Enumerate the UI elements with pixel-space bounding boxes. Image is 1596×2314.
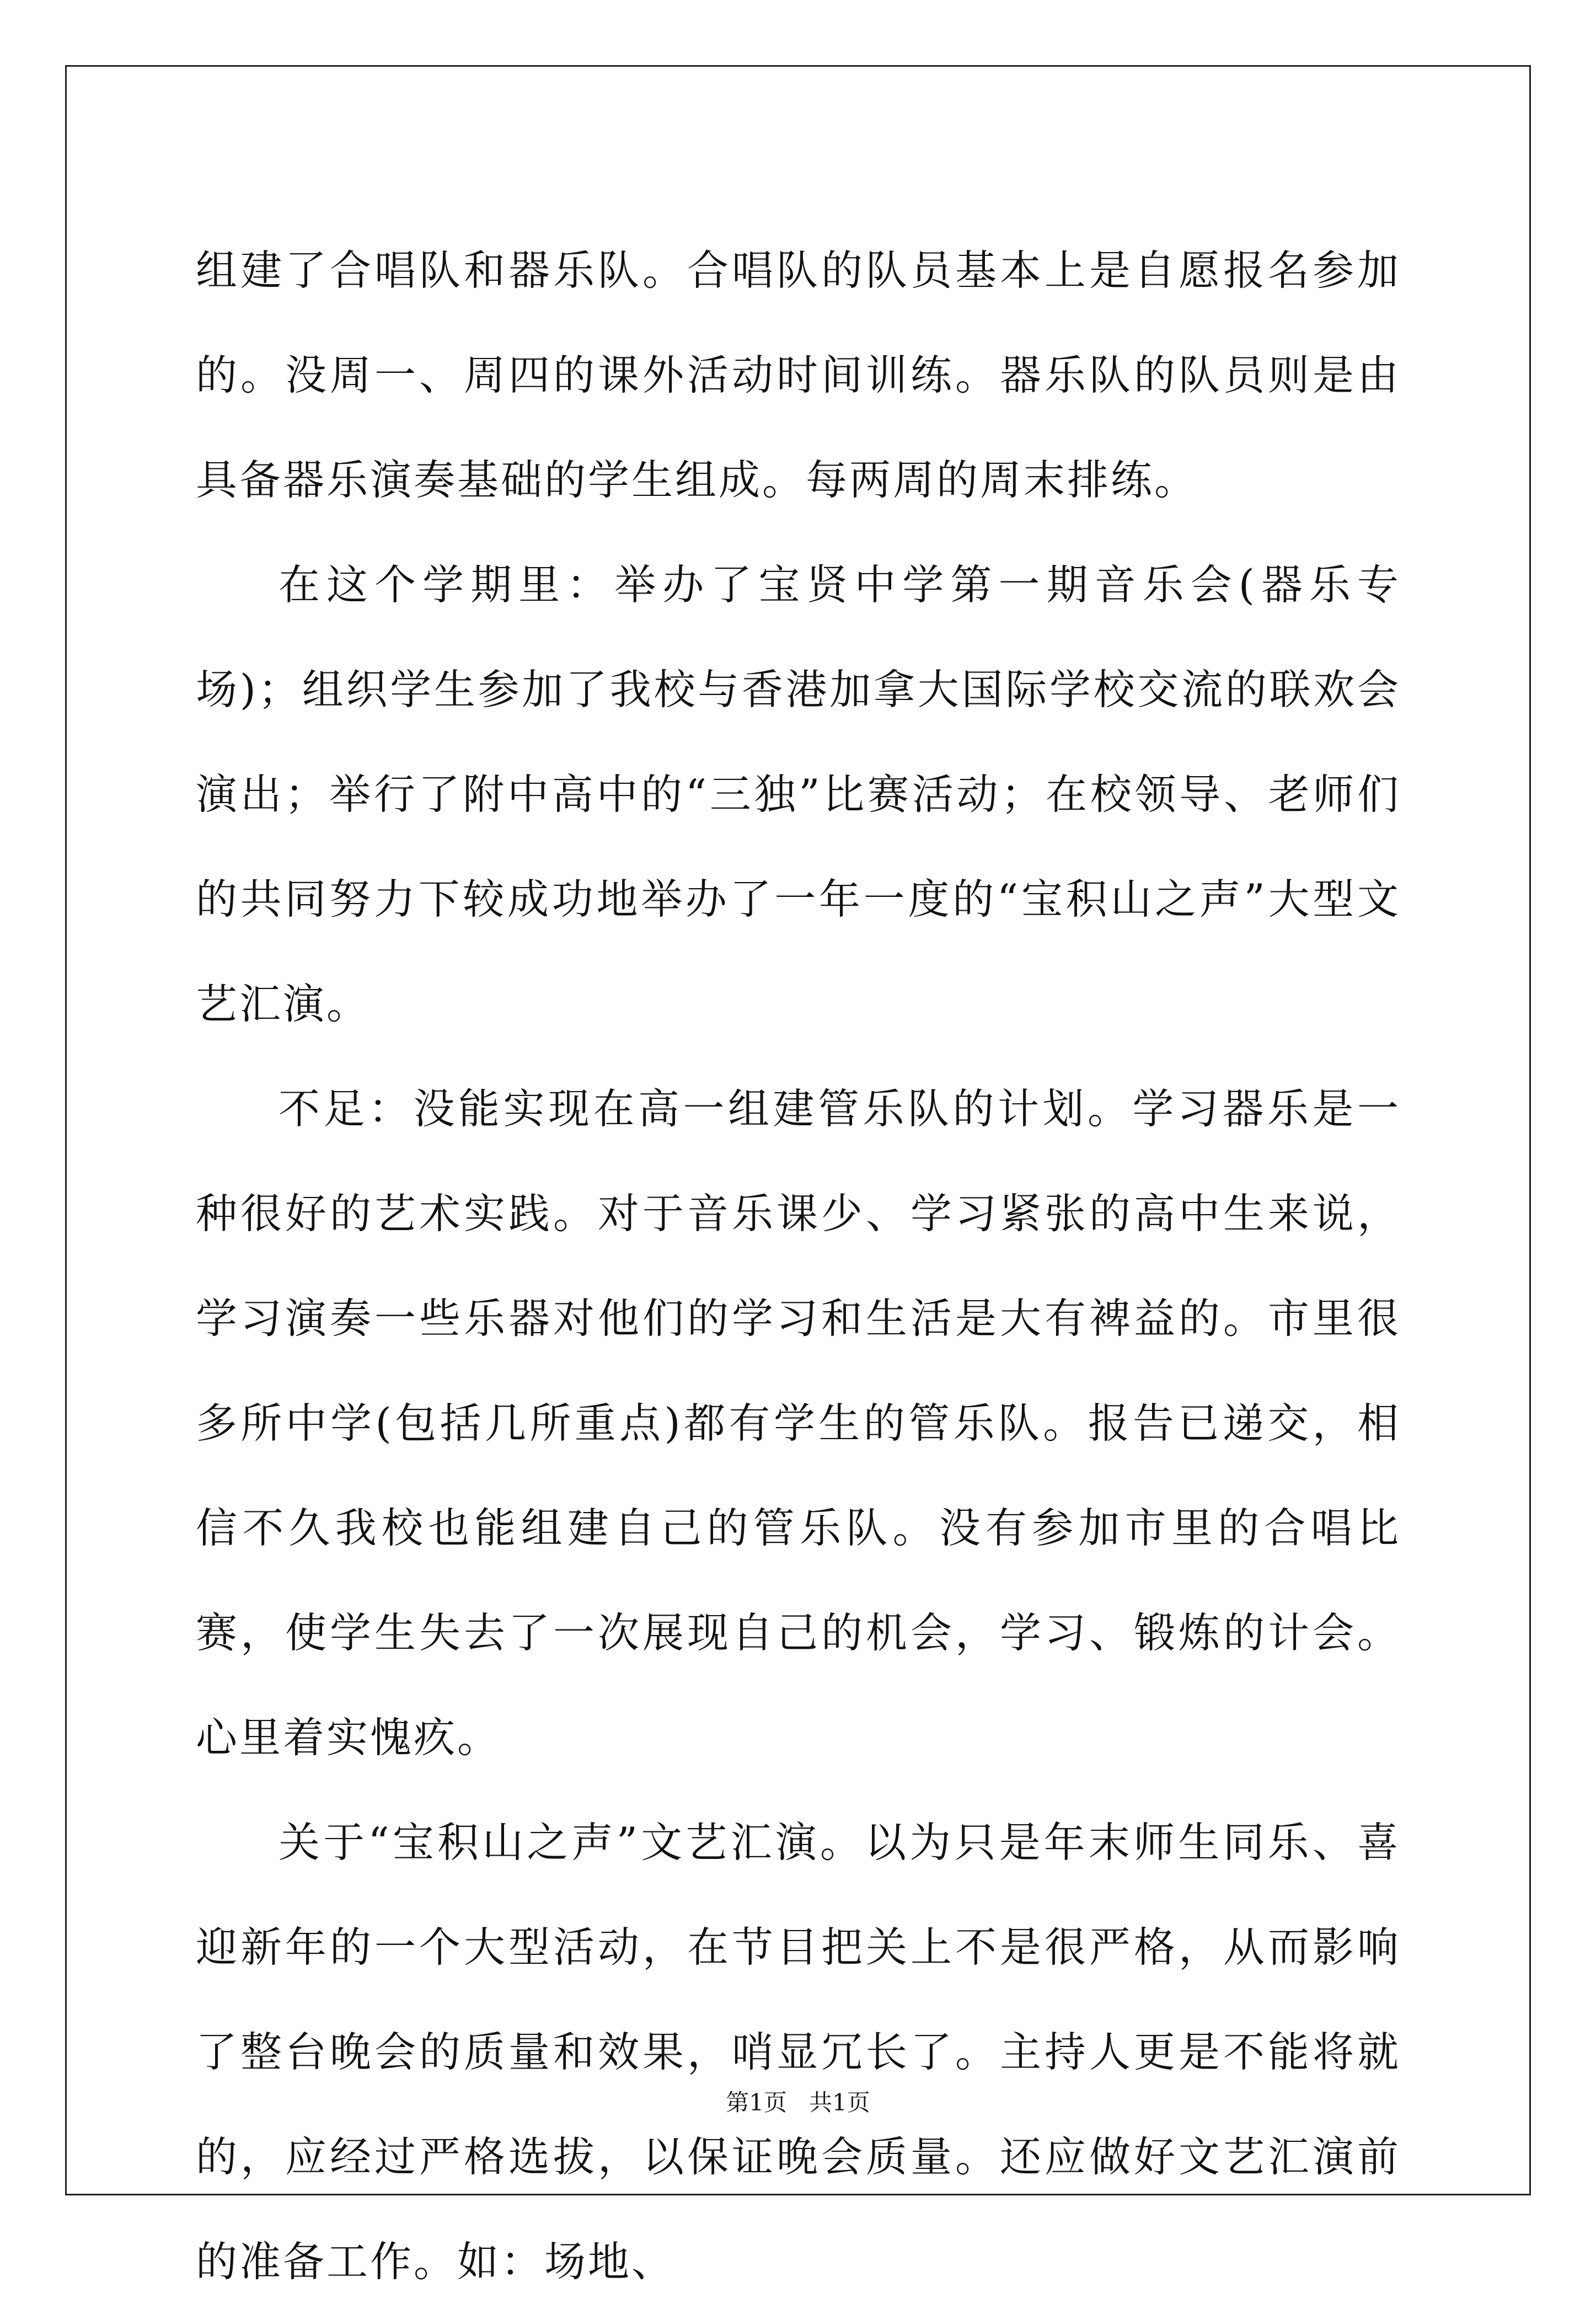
page-number-footer: 第1页 共1页: [726, 2089, 870, 2116]
document-body: [196, 218, 1401, 2314]
paragraph-3: 不足：没能实现在高一组建管乐队的计划。学习器乐是一种很好的艺术实践。对于音乐课少、学习紧张的高中生来说，学习演奏一些乐器对他们的学习和生活是大有裨益的。市里很多所中学(包括几所重点)都有学生的管乐队。报告已递交，相信不久我校也能组建自己的管乐队。没有参加市里的合唱比赛，使学生失去了一次展现自己的机会，学习、锻炼的计会。心里着实愧疚。: [196, 1084, 1401, 1762]
paragraph-4: 关于“宝积山之声”文艺汇演。以为只是年末师生同乐、喜迎新年的一个大型活动，在节目把关上不是很严格，从而影响了整台晚会的质量和效果，哨显冗长了。主持人更是不能将就的，应经过严格选拔，以保证晚会质量。还应做好文艺汇演前的准备工作。如：场地、: [196, 1818, 1401, 2286]
paragraph-1: 组建了合唱队和器乐队。合唱队的队员基本上是自愿报名参加的。没周一、周四的课外活动时间训练。器乐队的队员则是由具备器乐演奏基础的学生组成。每两周的周末排练。: [196, 246, 1401, 504]
paragraph-2: 在这个学期里：举办了宝贤中学第一期音乐会(器乐专场)；组织学生参加了我校与香港加拿大国际学校交流的联欢会演出；举行了附中高中的“三独”比赛活动；在校领导、老师们的共同努力下较成功地举办了一年一度的“宝积山之声”大型文艺汇演。: [196, 560, 1401, 1028]
